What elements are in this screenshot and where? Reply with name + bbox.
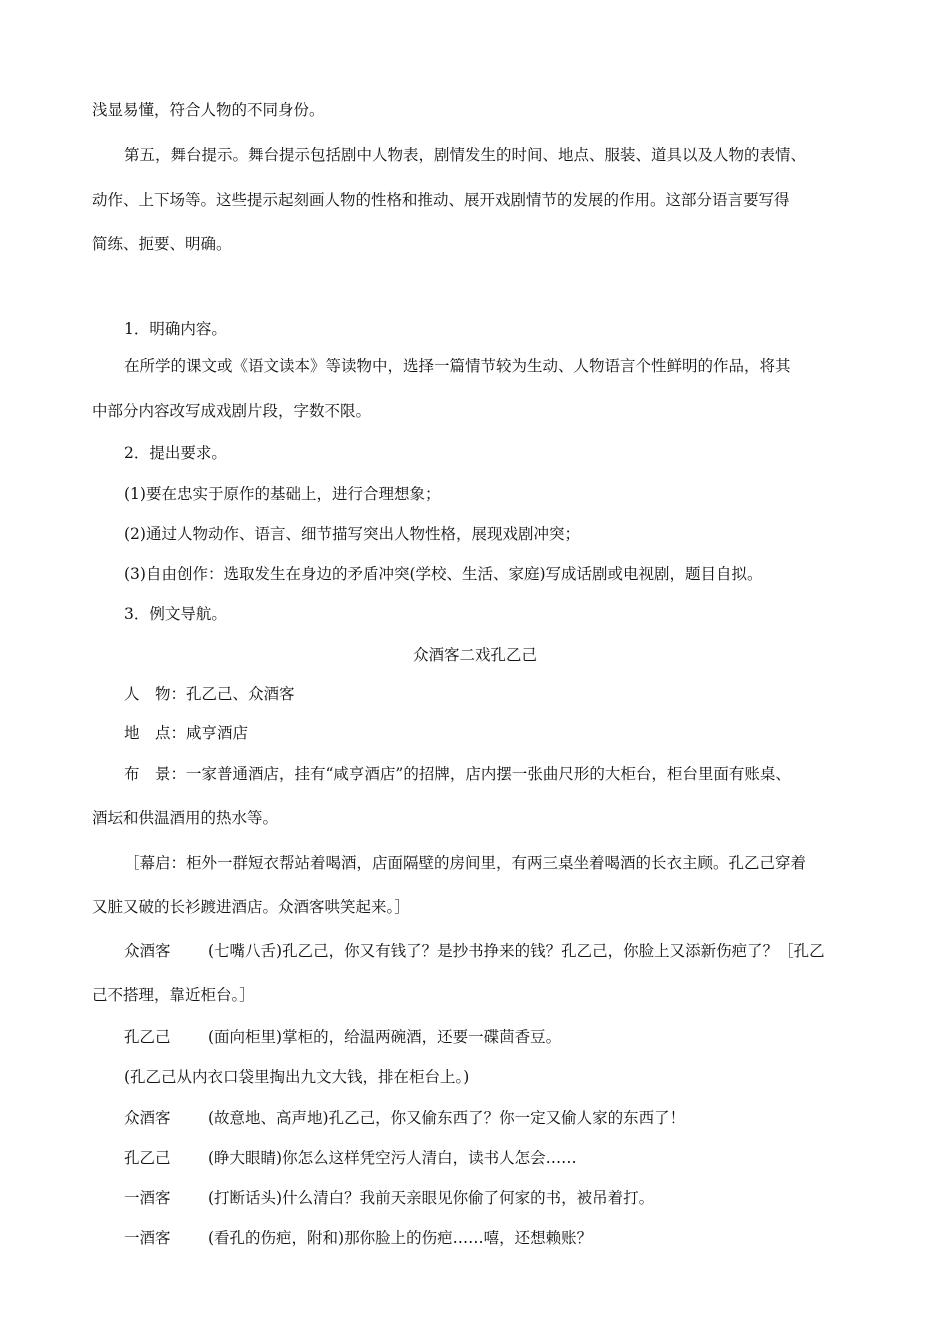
paragraph-line: 简练、扼要、明确。 (92, 235, 232, 253)
stage-direction-cont: 又脏又破的长衫踱进酒店。众酒客哄笑起来。］ (92, 898, 410, 916)
dialogue-cont: 己不搭理，靠近柜台。］ (92, 986, 255, 1004)
dialogue-line (124, 1228, 592, 1248)
speaker-name: 众酒客 (124, 1109, 171, 1127)
play-title: 众酒客二戏孔乙己 (412, 646, 537, 664)
dialogue-line (124, 941, 825, 961)
stage-info-setting: 布 景：一家普通酒店，挂有“咸亨酒店”的招牌，店内摆一张曲尺形的大柜台，柜台里面有账桌、 (124, 765, 791, 783)
speaker-name: 一酒客 (124, 1189, 171, 1207)
paragraph-line: 第五，舞台提示。舞台提示包括剧中人物表，剧情发生的时间、地点、服装、道具以及人物的表情、 (124, 146, 807, 164)
section-heading: 2．提出要求。 (124, 444, 227, 462)
requirement-item: (3)自由创作：选取发生在身边的矛盾冲突(学校、生活、家庭)写成话剧或电视剧，题目自拟。 (124, 565, 763, 583)
dialogue-line (124, 1027, 561, 1047)
dialogue-text: (看孔的伤疤，附和)那你脸上的伤疤……嘻，还想赖账？ (208, 1229, 593, 1247)
requirement-item: (1)要在忠实于原作的基础上，进行合理想象； (124, 485, 441, 503)
section-heading: 3．例文导航。 (124, 605, 227, 623)
speaker-name: 孔乙己 (124, 1149, 171, 1167)
dialogue-text: (打断话头)什么清白？我前天亲眼见你偷了何家的书，被吊着打。 (208, 1189, 655, 1207)
paragraph-line: 在所学的课文或《语文读本》等读物中，选择一篇情节较为生动、人物语言个性鲜明的作品，将其 (124, 357, 791, 375)
stage-info-characters: 人 物：孔乙己、众酒客 (124, 685, 295, 703)
dialogue-line (124, 1108, 685, 1128)
stage-direction: ［幕启：柜外一群短衣帮站着喝酒，店面隔壁的房间里，有两三桌坐着喝酒的长衣主顾。孔乙己穿着 (124, 854, 807, 872)
dialogue-line (124, 1148, 577, 1168)
paragraph-line: 动作、上下场等。这些提示起刻画人物的性格和推动、展开戏剧情节的发展的作用。这部分语言要写得 (92, 191, 790, 209)
speaker-name: 孔乙己 (124, 1028, 171, 1046)
stage-info-setting-cont: 酒坛和供温酒用的热水等。 (92, 809, 279, 827)
stage-direction: (孔乙己从内衣口袋里掏出九文大钱，排在柜台上。) (124, 1068, 470, 1086)
dialogue-text: (睁大眼睛)你怎么这样凭空污人清白，读书人怎会…… (208, 1149, 577, 1167)
stage-info-location: 地 点：咸亨酒店 (124, 724, 249, 742)
dialogue-text: (面向柜里)掌柜的，给温两碗酒，还要一碟茴香豆。 (208, 1028, 562, 1046)
speaker-name: 众酒客 (124, 942, 171, 960)
paragraph-line: 浅显易懂，符合人物的不同身份。 (92, 101, 325, 119)
requirement-item: (2)通过人物动作、语言、细节描写突出人物性格，展现戏剧冲突； (124, 525, 580, 543)
section-heading: 1．明确内容。 (124, 320, 227, 338)
dialogue-text: (故意地、高声地)孔乙己，你又偷东西了？你一定又偷人家的东西了！ (208, 1109, 686, 1127)
paragraph-line: 中部分内容改写成戏剧片段，字数不限。 (92, 402, 372, 420)
dialogue-line (124, 1188, 654, 1208)
dialogue-text: (七嘴八舌)孔乙己，你又有钱了？是抄书挣来的钱？孔乙己，你脸上又添新伤疤了？［孔乙 (208, 942, 825, 960)
speaker-name: 一酒客 (124, 1229, 171, 1247)
